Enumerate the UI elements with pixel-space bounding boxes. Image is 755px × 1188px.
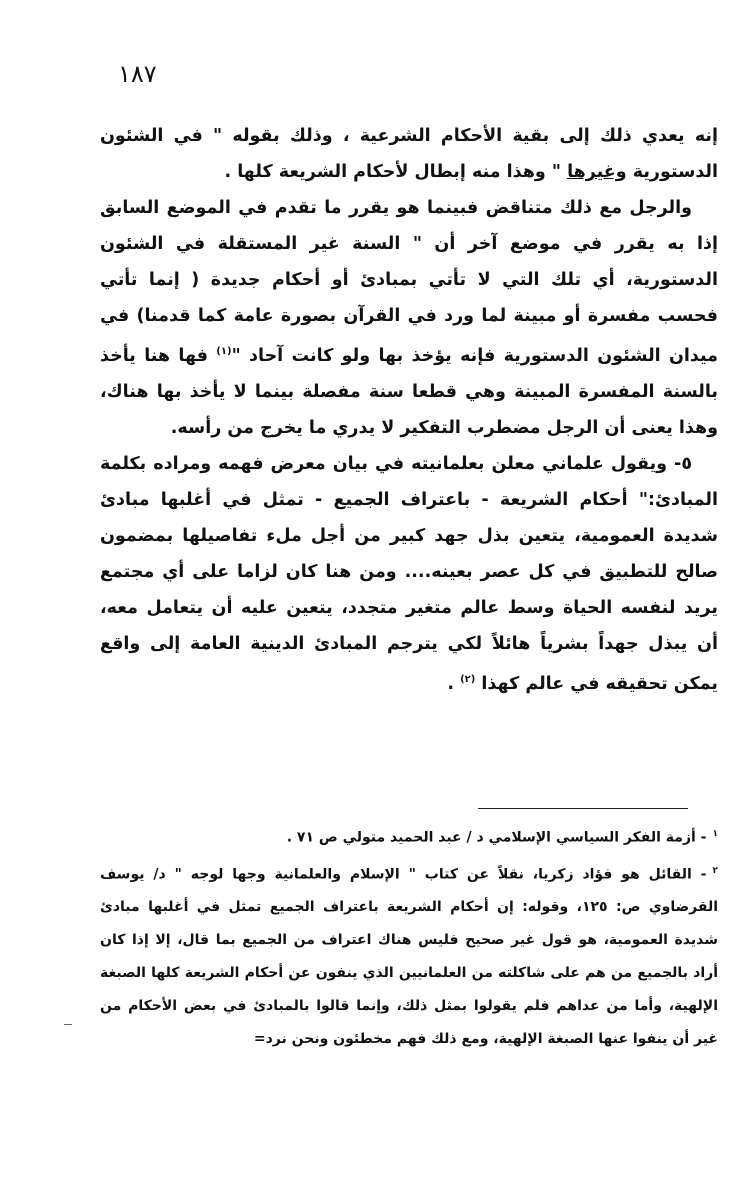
paragraph-3: [100, 446, 718, 702]
footnote-1: [100, 818, 718, 855]
paragraph-2-text-a: والرجل مع ذلك متناقض فبينما هو يقرر ما تقدم في الموضع السابق إذا به يقرر في موضع آخر أن " السنة غير المستقلة في الشئون الدستورية، أي تلك التي لا تأتي بمبادئ أو أحكام جديدة ( إنما تأتي فحسب مفسرة أو مبينة لما ورد في القرآن بصورة عامة كما قدمنا) في ميدان الشئون الدستورية فإنه يؤخذ بها ولو كانت آحاد ": [100, 198, 718, 366]
paragraph-1: [100, 118, 718, 190]
body-text: [100, 118, 718, 702]
footnote-2: [100, 855, 718, 1057]
paragraph-1-text-a: إنه يعدي ذلك إلى بقية الأحكام الشرعية ، وذلك بقوله " في الشئون الدستورية: [100, 126, 718, 182]
paragraph-3-text-b: .: [447, 673, 461, 694]
footnote-ref-2: (٢): [460, 673, 476, 685]
page-number: ١٨٧: [118, 60, 157, 88]
paragraph-2: [100, 190, 718, 446]
footnote-separator: [478, 808, 688, 809]
paragraph-1-underlined-word: وغيرها: [567, 162, 627, 182]
paragraph-1-text-b: " وهذا منه إبطال لأحكام الشريعة كلها .: [224, 162, 568, 182]
paragraph-2-text-b: فها هنا يأخذ بالسنة المفسرة المبينة وهي قطعا سنة مفصلة بينما لا يأخذ بها هناك، وهذا يعنى أن الرجل مضطرب التفكير لا يدري ما يخرج من رأسه.: [100, 345, 718, 438]
footnotes: [100, 818, 718, 1056]
paragraph-3-text-a: ٥- ويقول علماني معلن بعلمانيته في بيان معرض فهمه ومراده بكلمة المبادئ:" أحكام الشريعة - باعتراف الجميع - تمثل في أغلبها مبادئ شديدة العمومية، يتعين بذل جهد كبير من أجل ملء تفاصيلها بمضمون صالح للتطبيق في كل عصر بعينه.... ومن هنا كان لزاما على أي مجتمع يريد لنفسه الحياة وسط عالم متغير متجدد، يتعين عليه أن يتعامل معه، أن يبذل جهداً بشرياً هائلاً لكي يترجم المبادئ الدينية العامة إلى واقع يمكن تحقيقه في عالم كهذا: [100, 453, 718, 694]
margin-mark: [64, 1024, 72, 1025]
footnote-1-text: - أزمة الفكر السياسي الإسلامي د / عبد الحميد متولي ص ٧١ .: [286, 829, 707, 846]
footnote-2-mark: ٢: [712, 865, 718, 876]
footnote-1-mark: ١: [712, 829, 718, 839]
footnote-ref-1: (١): [216, 346, 232, 357]
footnote-2-text: - القائل هو فؤاد زكريا، نقلاً عن كتاب " الإسلام والعلمانية وجها لوجه " د/ يوسف القرضاوي ص: ١٢٥، وقوله: إن أحكام الشريعة باعتراف الجميع تمثل في أغلبها مبادئ شديدة العمومية، هو قول غير صحيح فليس هناك اعتراف من الجميع بما قال، إلا إذا كان أراد بالجميع من هم على شاكلته من العلمانيين الذي ينفون عن أحكام الشريعة كلها الصبغة الإلهية، وأما من عداهم فلم يقولوا بمثل ذلك، وإنما قالوا بالمبادئ في بعض الأحكام من غير أن ينفوا عنها الصبغة الإلهية، ومع ذلك فهم مخطئون ونحن نرد=: [100, 866, 719, 1048]
